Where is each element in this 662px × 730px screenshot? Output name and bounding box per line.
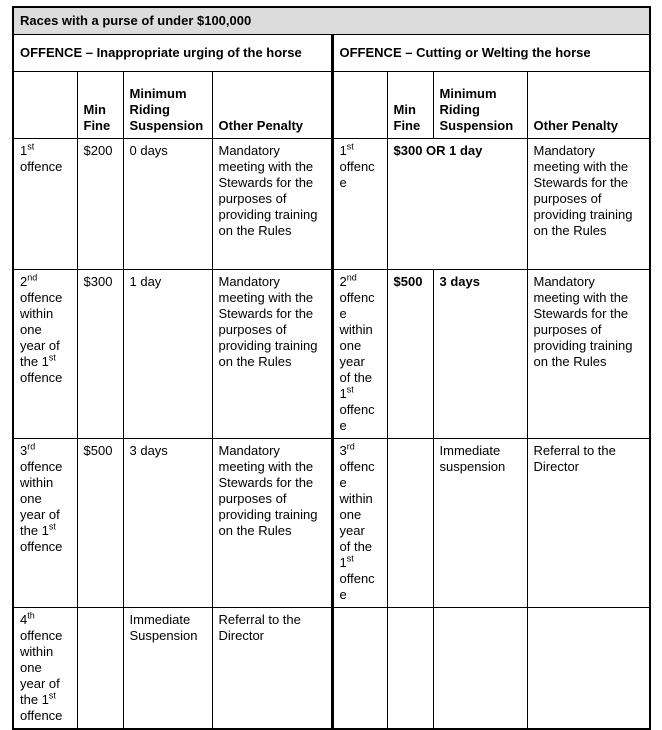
cell-other-penalty: Referral to the Director	[527, 439, 650, 608]
cell-other-penalty: Mandatory meeting with the Stewards for the purposes of providing training on the Rules	[212, 270, 332, 439]
cell-riding-suspension: 3 days	[123, 439, 212, 608]
cell-min-fine: $200	[77, 139, 123, 270]
cell-min-fine	[387, 608, 433, 730]
cell-other-penalty: Mandatory meeting with the Stewards for the purposes of providing training on the Rules	[212, 139, 332, 270]
cell-other-penalty: Referral to the Director	[212, 608, 332, 730]
ordinal-superscript: rd	[346, 441, 355, 452]
ordinal-superscript: th	[27, 610, 35, 621]
col-header-minimum-riding-suspension: Minimum Riding Suspension	[123, 72, 212, 139]
offence-row-4	[13, 608, 650, 730]
cell-fine-or-suspension: $300 OR 1 day	[387, 139, 527, 270]
cell-other-penalty	[527, 608, 650, 730]
cell-min-fine: $500	[77, 439, 123, 608]
cell-min-fine	[77, 608, 123, 730]
col-header-offence	[13, 72, 77, 139]
offence-row-3	[13, 439, 650, 608]
cell-offence-label: 2nd offence within one year of the 1st offence	[13, 270, 77, 439]
cell-offence-label: 3rd offence within one year of the 1st offence	[13, 439, 77, 608]
ordinal-superscript: st	[346, 384, 354, 395]
cell-min-fine	[387, 439, 433, 608]
cell-offence-label: 3rd offence within one year of the 1st offence	[332, 439, 387, 608]
ordinal-superscript: st	[346, 141, 354, 152]
offence-row-1	[13, 139, 650, 270]
cell-offence-label: 1st offence	[332, 139, 387, 270]
ordinal-superscript: st	[346, 553, 354, 564]
col-header-other-penalty: Other Penalty	[212, 72, 332, 139]
cell-offence-label: 1st offence	[13, 139, 77, 270]
ordinal-superscript: nd	[27, 272, 38, 283]
table-title-row	[13, 7, 650, 35]
penalty-table	[12, 6, 651, 730]
col-header-minimum-riding-suspension: Minimum Riding Suspension	[433, 72, 527, 139]
offence-row-2	[13, 270, 650, 439]
ordinal-superscript: st	[48, 690, 56, 701]
ordinal-superscript: rd	[27, 441, 36, 452]
ordinal-superscript: nd	[346, 272, 357, 283]
cell-other-penalty: Mandatory meeting with the Stewards for the purposes of providing training on the Rules	[212, 439, 332, 608]
section-header-inappropriate-urging: OFFENCE – Inappropriate urging of the horse	[13, 35, 332, 72]
section-header-row	[13, 35, 650, 72]
col-header-other-penalty: Other Penalty	[527, 72, 650, 139]
cell-riding-suspension: Immediate suspension	[433, 439, 527, 608]
cell-riding-suspension: 3 days	[433, 270, 527, 439]
cell-offence-label	[332, 608, 387, 730]
col-header-min-fine: Min Fine	[77, 72, 123, 139]
col-header-offence	[332, 72, 387, 139]
cell-other-penalty: Mandatory meeting with the Stewards for the purposes of providing training on the Rules	[527, 139, 650, 270]
cell-min-fine: $300	[77, 270, 123, 439]
cell-min-fine: $500	[387, 270, 433, 439]
cell-riding-suspension: 0 days	[123, 139, 212, 270]
cell-other-penalty: Mandatory meeting with the Stewards for the purposes of providing training on the Rules	[527, 270, 650, 439]
cell-riding-suspension: 1 day	[123, 270, 212, 439]
cell-riding-suspension: Immediate Suspension	[123, 608, 212, 730]
column-header-row	[13, 72, 650, 139]
table-title: Races with a purse of under $100,000	[13, 7, 650, 35]
ordinal-superscript: st	[48, 352, 56, 363]
ordinal-superscript: st	[48, 521, 56, 532]
section-header-cutting-or-welting: OFFENCE – Cutting or Welting the horse	[332, 35, 650, 72]
cell-offence-label: 4th offence within one year of the 1st offence	[13, 608, 77, 730]
ordinal-superscript: st	[27, 141, 35, 152]
cell-offence-label: 2nd offence within one year of the 1st offence	[332, 270, 387, 439]
cell-riding-suspension	[433, 608, 527, 730]
col-header-min-fine: Min Fine	[387, 72, 433, 139]
